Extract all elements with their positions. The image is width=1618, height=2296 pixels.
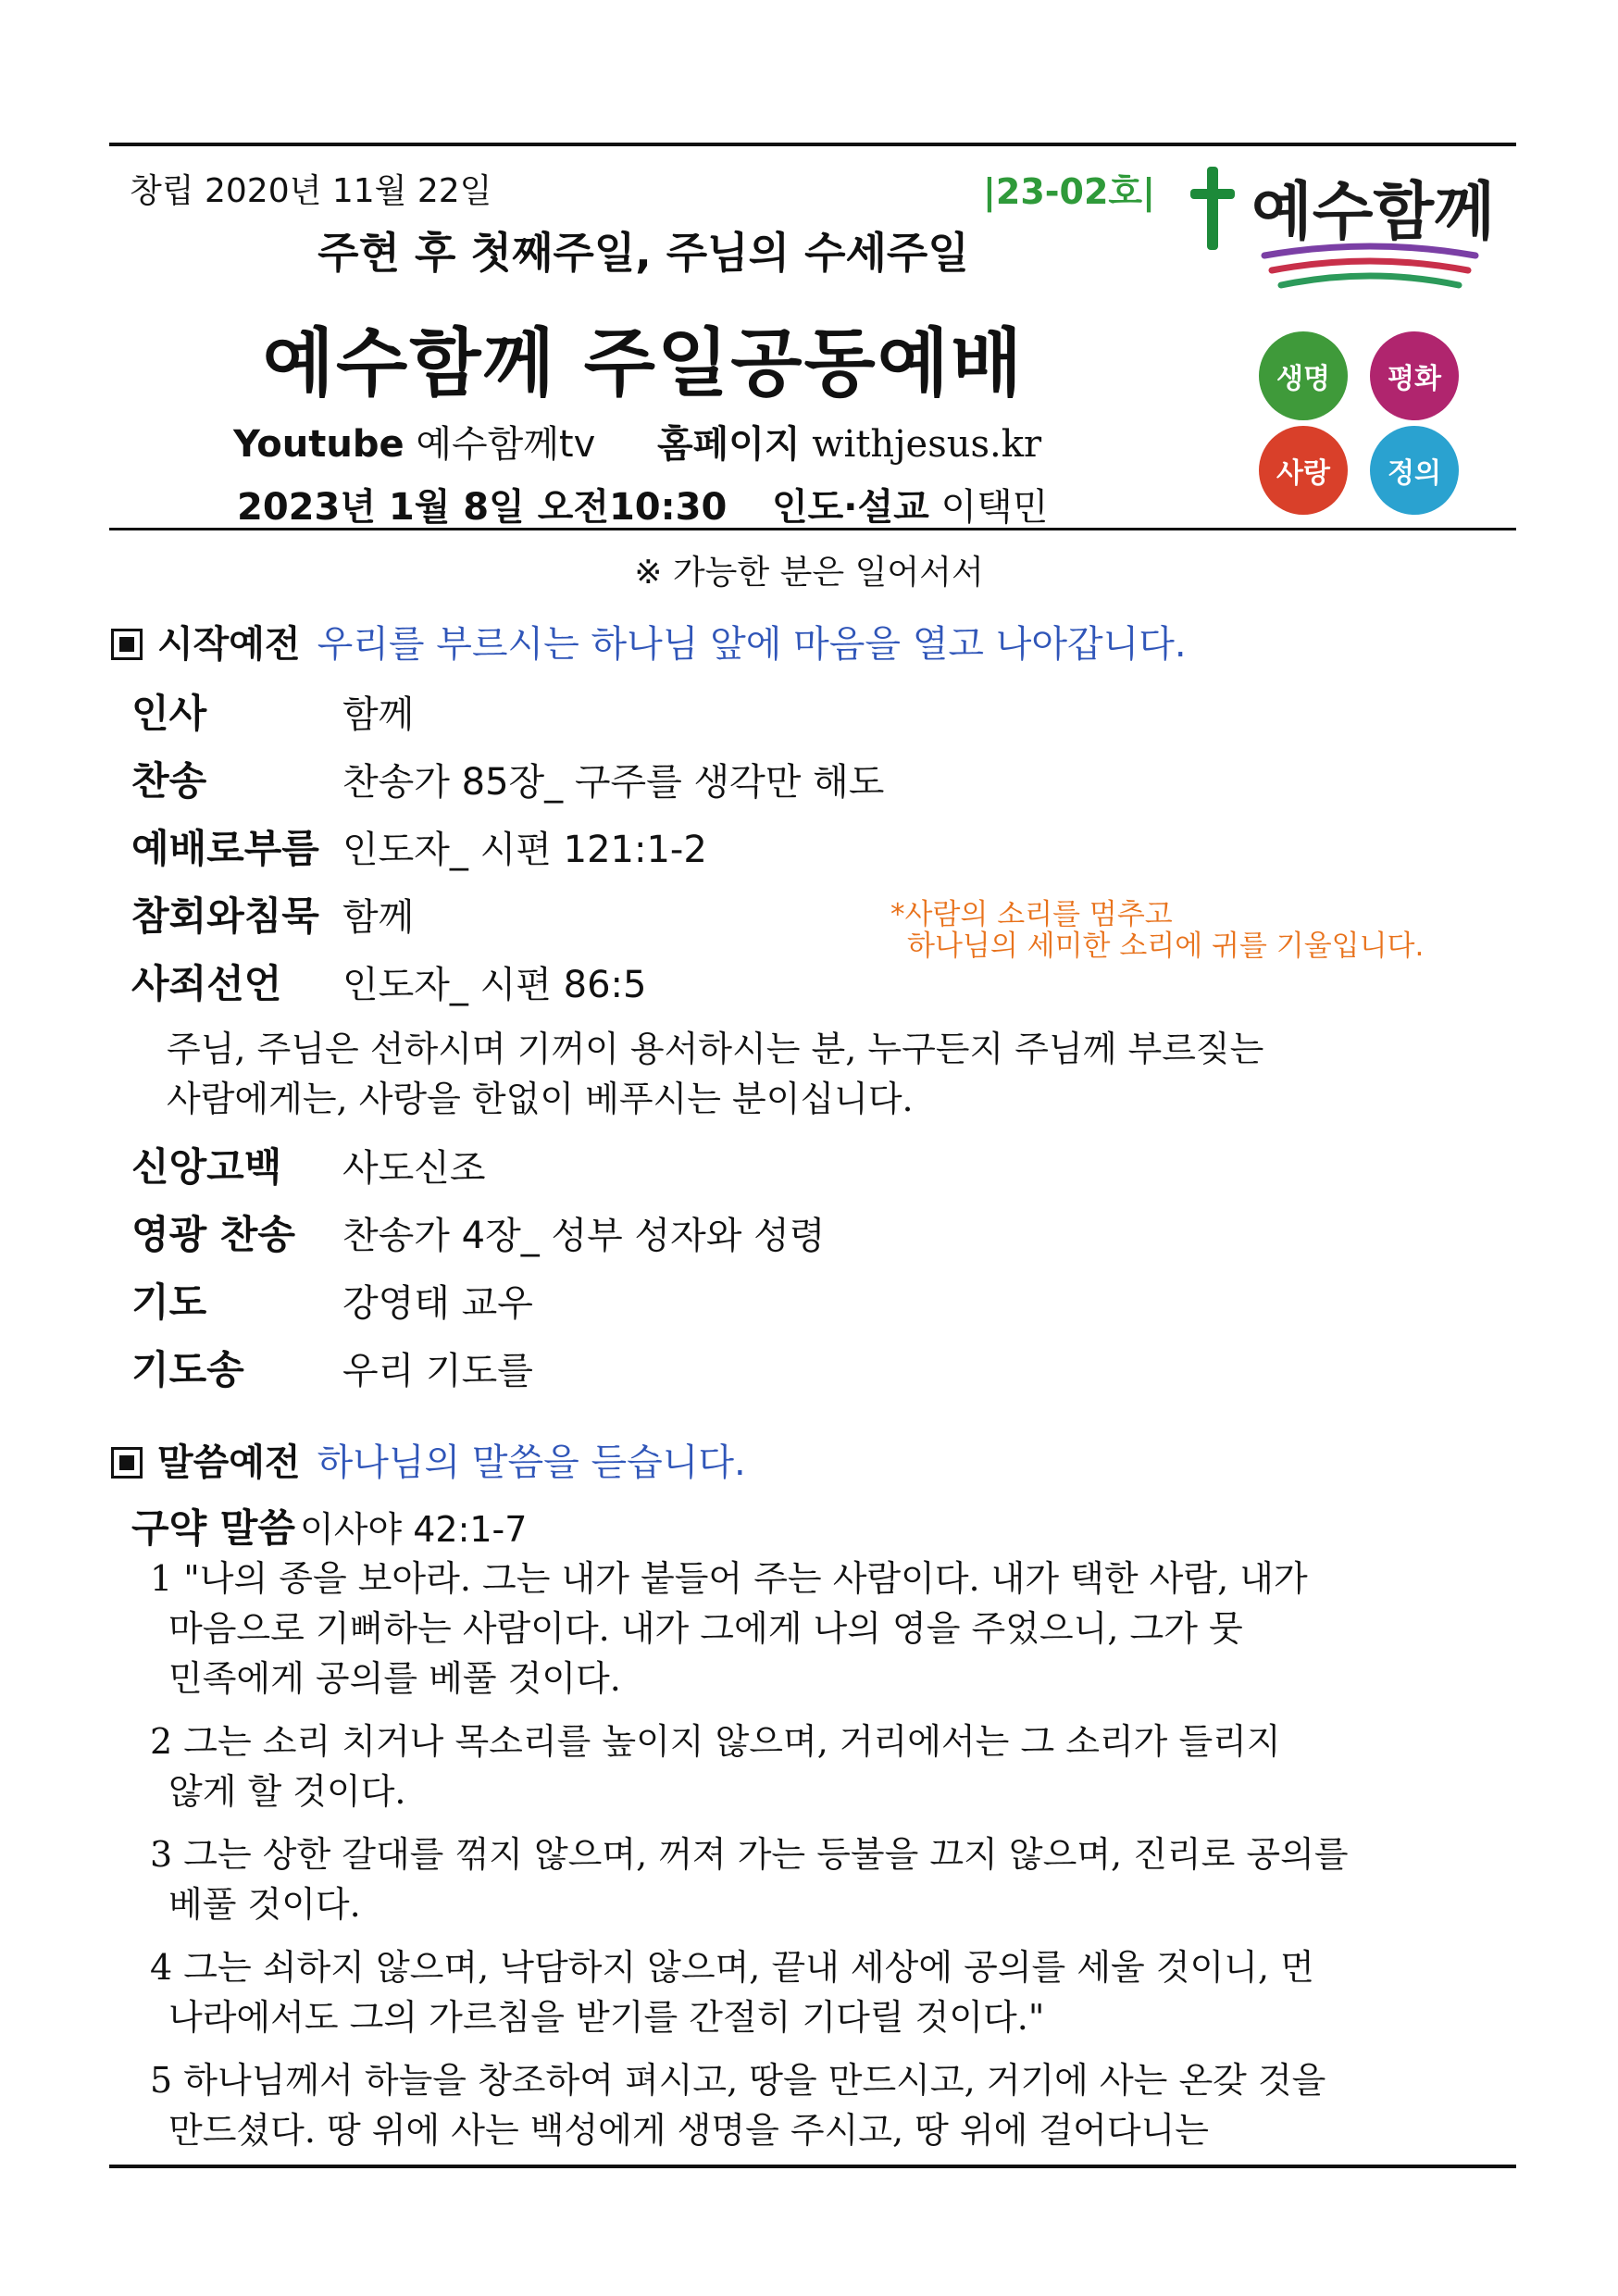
logo-text: 예수함께	[1251, 176, 1495, 249]
logo-word-love: 사랑	[1259, 426, 1348, 515]
verse-line: 민족에게 공의를 베풀 것이다.	[168, 1658, 621, 1699]
service-datetime: 2023년 1월 8일 오전10:30	[237, 486, 728, 529]
reading-reference: 이사야 42:1-7	[300, 1509, 528, 1550]
section-box-icon	[111, 629, 143, 660]
absolution-text: 주님, 주님은 선하시며 기꺼이 용서하시는 분, 누구든지 주님께 부르짖는	[167, 1029, 1264, 1069]
verse-line: 3 그는 상한 갈대를 꺾지 않으며, 꺼져 가는 등불을 끄지 않으며, 진리로 공의를	[150, 1834, 1349, 1875]
item-value: 사도신조	[342, 1147, 486, 1190]
bottom-rule	[109, 2165, 1516, 2168]
item-label: 인사	[131, 691, 207, 736]
verse-line: 1 "나의 종을 보아라. 그는 내가 붙들어 주는 사람이다. 내가 택한 사람, 내가	[150, 1558, 1308, 1599]
item-label: 찬송	[131, 758, 207, 804]
verse-line: 4 그는 쇠하지 않으며, 낙담하지 않으며, 끝내 세상에 공의를 세울 것이니, 먼	[150, 1947, 1314, 1988]
stand-note: ※ 가능한 분은 일어서서	[634, 554, 984, 592]
logo-word-peace: 평화	[1370, 331, 1459, 420]
silence-note: *사람의 소리를 멈추고	[890, 898, 1173, 931]
preacher-label: 인도·설교	[772, 486, 929, 529]
item-value: 함께	[342, 693, 415, 736]
logo-arcs-icon	[1259, 243, 1481, 304]
logo-word-life: 생명	[1259, 331, 1348, 420]
section-box-icon	[111, 1447, 143, 1479]
absolution-text: 사람에게는, 사랑을 한없이 베푸시는 분이십니다.	[167, 1079, 914, 1119]
homepage-label: 홈페이지	[657, 423, 801, 466]
item-label: 예배로부름	[131, 826, 319, 871]
verse-line: 2 그는 소리 치거나 목소리를 높이지 않으며, 거리에서는 그 소리가 들리지	[150, 1721, 1281, 1762]
homepage-value[interactable]: withjesus.kr	[812, 423, 1042, 466]
section-heading-opening	[111, 615, 1187, 668]
youtube-label: Youtube	[233, 423, 404, 466]
item-label: 신앙고백	[131, 1144, 282, 1190]
silence-note: 하나님의 세미한 소리에 귀를 기울입니다.	[907, 930, 1425, 963]
item-label: 영광 찬송	[131, 1212, 295, 1257]
item-label: 사죄선언	[131, 961, 282, 1006]
youtube-line	[233, 415, 595, 468]
item-label: 참회와침묵	[131, 893, 319, 939]
reading-label: 구약 말씀	[131, 1505, 295, 1551]
item-value: 인도자_ 시편 121:1-2	[342, 829, 707, 871]
item-value: 인도자_ 시편 86:5	[342, 964, 647, 1006]
cross-icon-bar	[1190, 189, 1235, 199]
top-rule	[109, 143, 1516, 146]
homepage-line	[657, 415, 1041, 468]
verse-line: 베풀 것이다.	[168, 1884, 361, 1925]
section-title: 말씀예전	[157, 1441, 301, 1484]
section-heading-word	[111, 1433, 746, 1486]
verse-line: 만드셨다. 땅 위에 사는 백성에게 생명을 주시고, 땅 위에 걸어다니는	[168, 2110, 1209, 2151]
item-value: 찬송가 85장_ 구주를 생각만 해도	[342, 761, 885, 804]
logo-word-justice: 정의	[1370, 426, 1459, 515]
verse-line: 나라에서도 그의 가르침을 받기를 간절히 기다릴 것이다."	[168, 1997, 1045, 2038]
youtube-value: 예수함께tv	[416, 423, 596, 466]
issue-number: |23-02호|	[983, 171, 1155, 212]
item-value: 찬송가 4장_ 성부 성자와 성령	[342, 1215, 826, 1257]
item-label: 기도	[131, 1279, 207, 1325]
page-title: 예수함께 주일공동예배	[262, 320, 1025, 406]
reading-heading	[131, 1498, 527, 1554]
item-value: 함께	[342, 896, 415, 939]
section-description: 하나님의 말씀을 듣습니다.	[317, 1441, 746, 1484]
item-label: 기도송	[131, 1347, 244, 1392]
verse-line: 5 하나님께서 하늘을 창조하여 펴시고, 땅을 만드시고, 거기에 사는 온갖 것을	[150, 2060, 1326, 2101]
cross-icon	[1207, 167, 1218, 250]
subtitle: 주현 후 첫째주일, 주님의 수세주일	[317, 228, 969, 278]
founded-date: 창립 2020년 11월 22일	[130, 172, 492, 210]
section-description: 우리를 부르시는 하나님 앞에 마음을 열고 나아갑니다.	[317, 623, 1187, 666]
verse-line: 마음으로 기뻐하는 사람이다. 내가 그에게 나의 영을 주었으니, 그가 뭇	[168, 1608, 1243, 1649]
preacher-value: 이택민	[940, 486, 1049, 529]
section-title: 시작예전	[157, 623, 301, 666]
preacher-line	[772, 478, 1048, 530]
item-value: 우리 기도를	[342, 1350, 533, 1392]
item-value: 강영태 교우	[342, 1282, 533, 1325]
verse-line: 않게 할 것이다.	[168, 1771, 406, 1812]
